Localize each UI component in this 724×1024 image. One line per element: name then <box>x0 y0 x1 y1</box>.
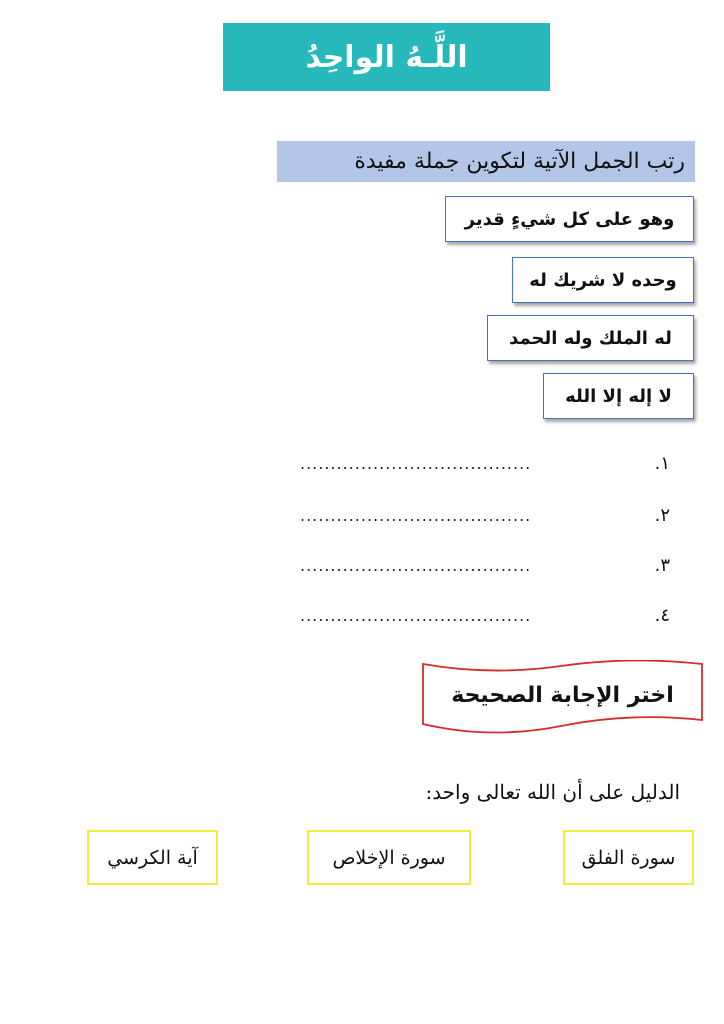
instruction-banner <box>277 141 695 182</box>
option-label: سورة الإخلاص <box>332 846 446 869</box>
option-label: سورة الفلق <box>581 846 676 869</box>
option-2[interactable] <box>307 830 471 885</box>
answer-line-4[interactable] <box>300 600 670 630</box>
option-1[interactable] <box>563 830 694 885</box>
sentence-card-3[interactable] <box>487 315 694 361</box>
answer-dots: ...................................... <box>300 605 532 625</box>
answer-number: ٢. <box>654 504 670 526</box>
choose-answer-label: اختر الإجابة الصحيحة <box>451 682 674 708</box>
sentence-text: وهو على كل شيءٍ قدير <box>464 208 675 230</box>
answer-dots: ...................................... <box>300 555 532 575</box>
sentence-text: له الملك وله الحمد <box>509 327 672 349</box>
option-3[interactable] <box>87 830 218 885</box>
instruction-text: رتب الجمل الآتية لتكوين جملة مفيدة <box>354 149 685 174</box>
sentence-text: لا إله إلا الله <box>565 385 672 407</box>
answer-dots: ...................................... <box>300 453 532 473</box>
answer-line-3[interactable] <box>300 550 670 580</box>
sentence-card-4[interactable] <box>543 373 694 419</box>
answer-line-2[interactable] <box>300 500 670 530</box>
title-banner <box>223 23 550 91</box>
sentence-card-2[interactable] <box>512 257 694 303</box>
sentence-card-1[interactable] <box>445 196 694 242</box>
answer-number: ٤. <box>654 604 670 626</box>
question-text: الدليل على أن الله تعالى واحد: <box>425 780 680 804</box>
answer-line-1[interactable] <box>300 448 670 478</box>
sentence-text: وحده لا شريك له <box>529 269 677 291</box>
answer-number: ١. <box>654 452 670 474</box>
choose-answer-banner <box>421 660 704 740</box>
option-label: آية الكرسي <box>107 846 198 869</box>
answer-number: ٣. <box>654 554 670 576</box>
answer-dots: ...................................... <box>300 505 532 525</box>
page-title: اللَّـهُ الواحِدُ <box>305 39 468 75</box>
